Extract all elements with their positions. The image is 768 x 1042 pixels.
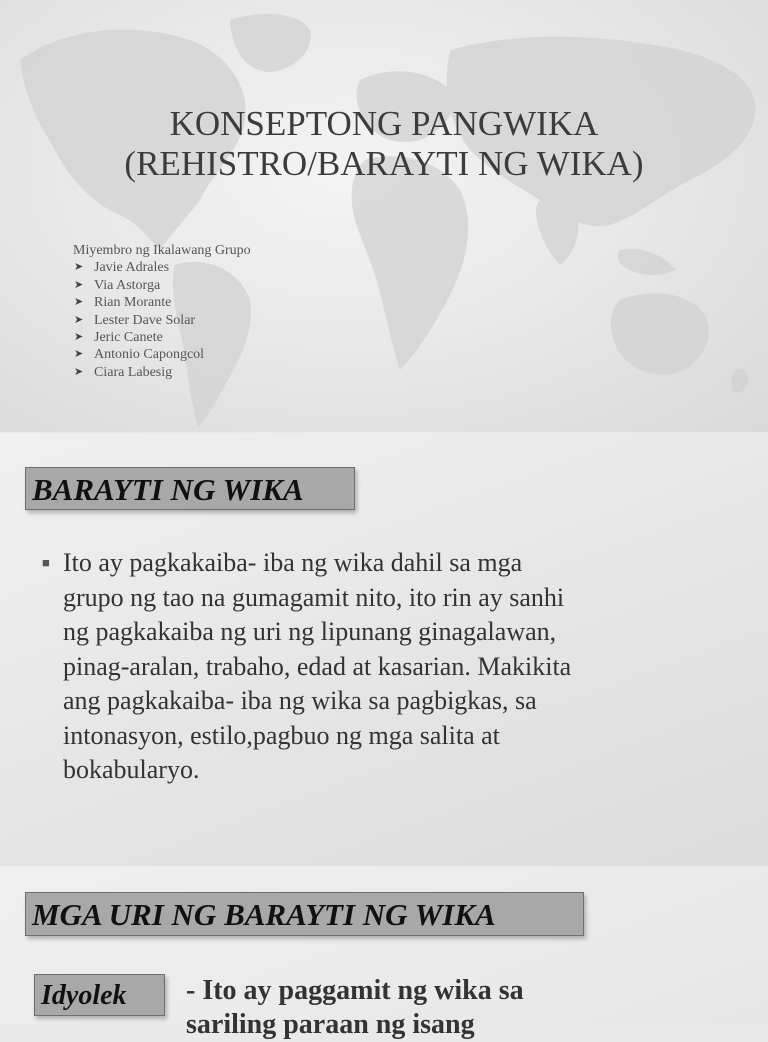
arrowhead-bullet-icon: ➤ (74, 261, 84, 274)
member-name: Ciara Labesig (94, 364, 173, 380)
list-item (73, 329, 251, 346)
arrowhead-bullet-icon: ➤ (74, 365, 84, 378)
definition-line-2: sariling paraan ng isang (186, 1009, 475, 1040)
list-item (73, 364, 251, 381)
square-bullet-icon: ■ (42, 555, 50, 570)
arrowhead-bullet-icon: ➤ (74, 296, 84, 309)
list-item (73, 294, 251, 311)
member-name: Lester Dave Solar (94, 312, 196, 328)
member-name: Jeric Canete (94, 330, 163, 346)
list-item (73, 277, 251, 294)
members-list (73, 259, 251, 381)
term-label: Idyolek (34, 974, 165, 1016)
members-section (73, 242, 251, 381)
list-item (73, 259, 251, 276)
definition-line-1: - Ito ay paggamit ng wika sa (186, 975, 524, 1006)
text-line: bokabularyo. (63, 755, 200, 784)
text-line: grupo ng tao na gumagamit nito, ito rin ay sanhi (63, 582, 565, 612)
slide-heading: BARAYTI NG WIKA (25, 467, 355, 510)
text-line: intonasyon, estilo,pagbuo ng mga salita at (63, 720, 500, 750)
text-line: Ito ay pagkakaiba- iba ng wika dahil sa mga (63, 548, 523, 577)
title-line-2: (REHISTRO/BARAYTI NG WIKA) (124, 144, 644, 183)
arrowhead-bullet-icon: ➤ (74, 313, 84, 326)
arrowhead-bullet-icon: ➤ (74, 278, 84, 291)
slide-heading: MGA URI NG BARAYTI NG WIKA (25, 892, 584, 936)
text-line: pinag-aralan, trabaho, edad at kasarian. Makikita (63, 651, 572, 681)
members-label: Miyembro ng Ikalawang Grupo (73, 243, 251, 258)
term-definition (186, 974, 524, 1042)
slide-title (0, 104, 768, 184)
member-name: Rian Morante (94, 295, 172, 311)
title-slide (0, 0, 768, 432)
list-item (73, 312, 251, 329)
bullet-text (42, 546, 722, 788)
member-name: Via Astorga (94, 277, 161, 293)
member-name: Antonio Capongcol (94, 347, 205, 363)
title-line-1: KONSEPTONG PANGWIKA (169, 104, 599, 143)
arrowhead-bullet-icon: ➤ (74, 331, 84, 344)
list-item (73, 346, 251, 363)
arrowhead-bullet-icon: ➤ (74, 348, 84, 361)
member-name: Javie Adrales (94, 260, 170, 276)
text-line: ng pagkakaiba ng uri ng lipunang ginagalawan, (63, 617, 557, 646)
bullet-paragraph (42, 546, 722, 788)
text-line: ang pagkakaiba- iba ng wika sa pagbigkas, sa (63, 686, 537, 715)
types-slide (0, 866, 768, 1040)
definition-slide (0, 433, 768, 866)
